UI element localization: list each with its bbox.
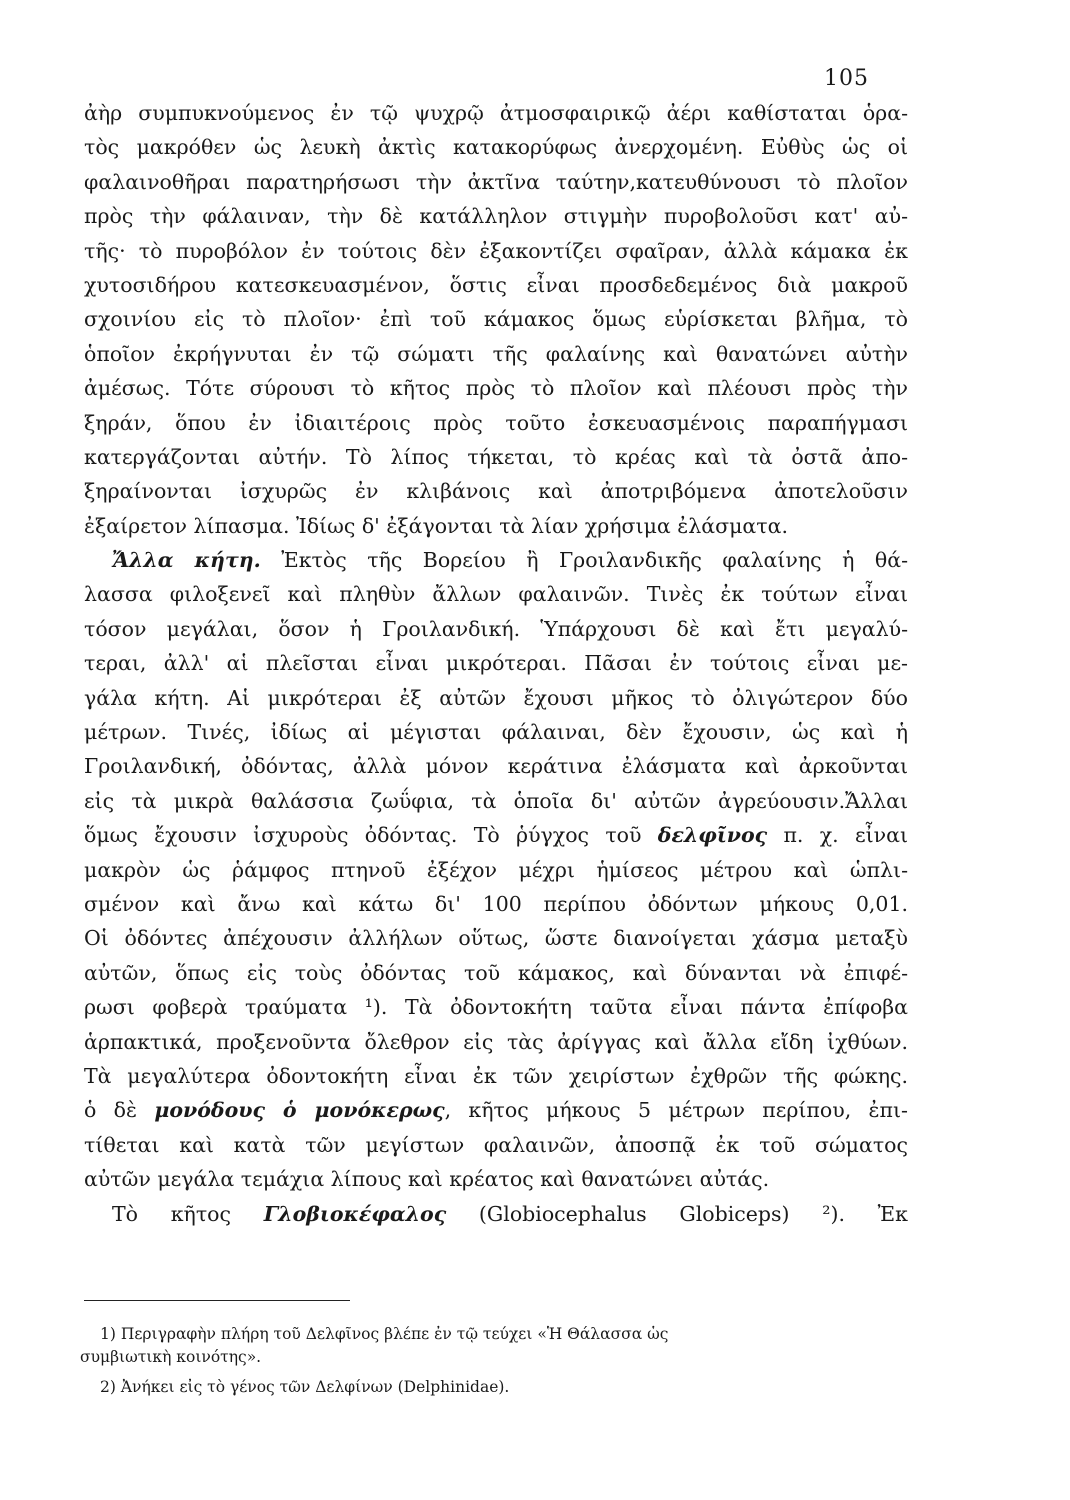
text-run: (Globiocephalus Globiceps) ²). Ἐκ: [446, 1201, 908, 1226]
text-line-mixed: [84, 818, 908, 852]
text-line: πρὸς τὴν φάλαιναν, τὴν δὲ κατάλληλον στιγμὴν πυροβολοῦσι κατ' αὐ-: [84, 204, 908, 229]
text-line: χυτοσιδήρου κατεσκευασμένον, ὅστις εἶναι προσδεδεμένος διὰ μακροῦ: [84, 272, 908, 297]
text-line: Γροιλανδική, ὀδόντας, ἀλλὰ μόνον κεράτινα ἐλάσματα καὶ ἀρκοῦνται: [84, 754, 908, 779]
text-run: Ἐκτὸς τῆς Βορείου ἢ Γροιλανδικῆς φαλαίνης ἡ θά-: [260, 548, 908, 573]
text-line: ξηραίνονται ἰσχυρῶς ἐν κλιβάνοις καὶ ἀποτριβόμενα ἀποτελοῦσιν: [84, 479, 908, 504]
text-line: τὸς μακρόθεν ὡς λευκὴ ἀκτὶς κατακορύφως ἀνερχομένη. Εὐθὺς ὡς οἱ: [84, 135, 908, 160]
text-line: τῆς· τὸ πυροβόλον ἐν τούτοις δὲν ἐξακοντίζει σφαῖραν, ἀλλὰ κάμακα ἐκ: [84, 238, 908, 263]
text-line: λασσα φιλοξενεῖ καὶ πληθὺν ἄλλων φαλαινῶν. Τινὲς ἐκ τούτων εἶναι: [84, 582, 908, 607]
text-line: αὐτῶν μεγάλα τεμάχια λίπους καὶ κρέατος καὶ θανατώνει αὐτάς.: [84, 1167, 770, 1192]
text-line: ἀὴρ συμπυκνούμενος ἐν τῷ ψυχρῷ ἀτμοσφαιρικῷ ἀέρι καθίσταται ὁρα-: [84, 101, 908, 125]
footnote-2: 2) Ἀνήκει εἰς τὸ γένος τῶν Δελφίνων (Delphinidae).: [100, 1378, 510, 1396]
text-line: ρωσι φοβερὰ τραύματα ¹). Τὰ ὀδοντοκήτη ταῦτα εἶναι πάντα ἐπίφοβα: [84, 995, 908, 1020]
section-first-line: [84, 543, 908, 577]
text-line: αὐτῶν, ὅπως εἰς τοὺς ὀδόντας τοῦ κάμακος, καὶ δύνανται νὰ ἐπιφέ-: [84, 960, 908, 985]
footnote-1-line-1: 1) Περιγραφὴν πλήρη τοῦ Δελφῖνος βλέπε ἐν τῷ τεύχει «Ἡ Θάλασσα ὡς: [100, 1325, 669, 1343]
text-line: ἁρπακτικά, προξενοῦντα ὄλεθρον εἰς τὰς ἀρίγγας καὶ ἄλλα εἴδη ἰχθύων.: [84, 1029, 908, 1054]
term-globiocephalos: Γλοβιοκέφαλος: [263, 1201, 447, 1226]
term-delphinos: δελφῖνος: [657, 823, 768, 848]
text-line: σχοινίου εἰς τὸ πλοῖον· ἐπὶ τοῦ κάμακος ὅμως εὑρίσκεται βλῆμα, τὸ: [84, 307, 908, 332]
text-line: ἐξαίρετον λίπασμα. Ἰδίως δ' ἐξάγονται τὰ λίαν χρήσιμα ἐλάσματα.: [84, 513, 788, 538]
text-line: μακρὸν ὡς ῥάμφος πτηνοῦ ἐξέχον μέχρι ἡμίσεος μέτρου καὶ ὡπλι-: [84, 857, 908, 882]
page-number: 105: [824, 66, 869, 91]
text-line: μέτρων. Τινές, ἰδίως αἱ μέγισται φάλαιναι, δὲν ἔχουσιν, ὡς καὶ ἡ: [84, 720, 908, 745]
text-line: τίθεται καὶ κατὰ τῶν μεγίστων φαλαινῶν, ἀποσπᾷ ἐκ τοῦ σώματος: [84, 1132, 908, 1157]
text-line: εἰς τὰ μικρὰ θαλάσσια ζωΰφια, τὰ ὁποῖα δι' αὐτῶν ἀγρεύουσιν.Ἄλλαι: [84, 788, 908, 813]
footnote-1: [80, 1323, 908, 1369]
text-run: π. χ. εἶναι: [767, 823, 908, 848]
text-run: ὅμως ἔχουσιν ἰσχυροὺς ὀδόντας. Τὸ ῥύγχος τοῦ: [84, 823, 642, 848]
text-run: , κῆτος μήκους 5 μέτρων περίπου, ἐπι-: [444, 1098, 908, 1123]
text-run: Τὸ κῆτος: [112, 1201, 264, 1226]
text-line: φαλαινοθῆραι παρατηρήσωσι τὴν ἀκτῖνα ταύτην,κατευθύνουσι τὸ πλοῖον: [84, 169, 908, 194]
section-heading: Ἄλλα κήτη.: [112, 548, 261, 573]
footnote-divider: [84, 1300, 350, 1301]
text-line: ὁποῖον ἐκρήγνυται ἐν τῷ σώματι τῆς φαλαίνης καὶ θανατώνει αὐτὴν: [84, 341, 908, 366]
footnote-1-line-2: συμβιωτικὴ κοινότης».: [80, 1348, 262, 1366]
main-text: [84, 96, 908, 1231]
term-monodon: μονόδους ὁ μονόκερως: [154, 1098, 445, 1123]
text-line-mixed: [84, 1093, 908, 1127]
text-line: γάλα κήτη. Αἱ μικρότεραι ἐξ αὐτῶν ἔχουσι μῆκος τὸ ὀλιγώτερον δύο: [84, 685, 908, 710]
text-line: Τὰ μεγαλύτερα ὀδοντοκήτη εἶναι ἐκ τῶν χειρίστων ἐχθρῶν τῆς φώκης.: [84, 1063, 908, 1088]
text-line: ἀμέσως. Τότε σύρουσι τὸ κῆτος πρὸς τὸ πλοῖον καὶ πλέουσι πρὸς τὴν: [84, 376, 908, 401]
text-line: Οἱ ὀδόντες ἀπέχουσιν ἀλλήλων οὕτως, ὥστε διανοίγεται χάσμα μεταξὺ: [84, 926, 908, 951]
text-line: ξηράν, ὅπου ἐν ἰδιαιτέροις πρὸς τοῦτο ἐσκευασμένοις παραπήγμασι: [84, 410, 908, 435]
text-run: ὁ δὲ: [84, 1098, 155, 1123]
text-line: κατεργάζονται αὐτήν. Τὸ λίπος τήκεται, τὸ κρέας καὶ τὰ ὀστᾶ ἀπο-: [84, 444, 908, 469]
text-line: τόσον μεγάλαι, ὅσον ἡ Γροιλανδική. Ὑπάρχουσι δὲ καὶ ἔτι μεγαλύ-: [84, 616, 908, 641]
text-line: σμένον καὶ ἄνω καὶ κάτω δι' 100 περίπου ὀδόντων μήκους 0,01.: [84, 891, 908, 916]
text-line: τεραι, ἀλλ' αἱ πλεῖσται εἶναι μικρότεραι. Πᾶσαι ἐν τούτοις εἶναι με-: [84, 651, 908, 676]
text-line-mixed: [84, 1197, 908, 1231]
